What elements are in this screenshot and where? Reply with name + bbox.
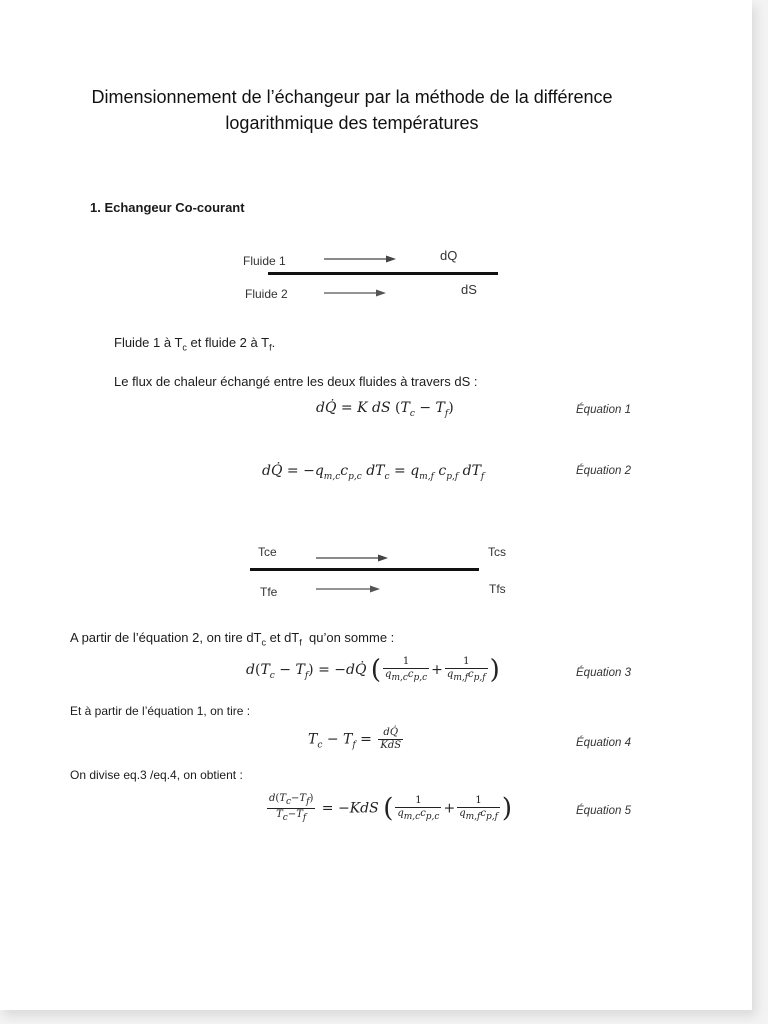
fluid-2-arrow bbox=[322, 287, 388, 299]
tfs-label: Tfs bbox=[489, 582, 506, 596]
equation-1-label: Équation 1 bbox=[576, 404, 631, 416]
equation-1: dQ̇ = K dS $(T_c - T_f)$ bbox=[316, 400, 454, 419]
tcs-label: Tcs bbox=[488, 545, 506, 559]
paragraph-temperatures: Fluide 1 à $T_c$ et fluide 2 à $T_f$. bbox=[114, 335, 276, 353]
equation-5-label: Équation 5 bbox=[576, 805, 631, 817]
fluid-2-label: Fluide 2 bbox=[245, 287, 288, 301]
fluid-1-label: Fluide 1 bbox=[243, 254, 286, 268]
equation-3: $d(T_c - T_f)$ = −dQ̇ ( $\frac{1}{q_{m,c}c_{p,c}}$ + $\frac{1}{q_{m,f}c_{p,f}}$ ) bbox=[246, 655, 500, 685]
equation-2-label: Équation 2 bbox=[576, 465, 631, 477]
equation-3-label: Équation 3 bbox=[576, 667, 631, 679]
paragraph-heat-flux: Le flux de chaleur échangé entre les deux fluides à travers dS : bbox=[114, 374, 478, 389]
hot-fluid-arrow bbox=[314, 552, 390, 564]
separation-wall bbox=[268, 272, 498, 275]
section-heading: 1. Echangeur Co-courant bbox=[90, 200, 245, 215]
equation-5: $\frac{d(T_c-T_f)}{T_c-T_f}$ = −KdS ( $\frac{1}{q_{m,c}c_{p,c}}$ + $\frac{1}{q_{m,f}c_{p,f}}$ ) bbox=[269, 793, 513, 824]
paragraph-divide: On divise eq.3 /eq.4, on obtient : bbox=[70, 768, 243, 782]
tce-label: Tce bbox=[258, 545, 277, 559]
fluid-1-arrow bbox=[322, 253, 398, 265]
title-line-2: logarithmique des températures bbox=[225, 113, 479, 133]
document-title bbox=[0, 84, 704, 136]
title-line-1: Dimensionnement de l’échangeur par la méthode de la différence bbox=[91, 87, 613, 107]
equation-4-label: Équation 4 bbox=[576, 737, 631, 749]
exchanger-wall bbox=[250, 568, 479, 571]
dq-label: dQ bbox=[440, 248, 458, 263]
paragraph-from-eq2: A partir de l’équation 2, on tire $dT_c$ et $dT_f$ qu’on somme : bbox=[70, 630, 395, 648]
tfe-label: Tfe bbox=[260, 585, 278, 599]
equation-2: dQ̇ = $-q_{m,c}c_{p,c}$ $dT_c = q_{m,f}$ $c_{p,f}$ $dT_f$ bbox=[262, 463, 485, 482]
equation-4: $T_c - T_f$ = $\frac{dQ̇}{\text{KdS}}$ bbox=[308, 727, 402, 751]
cold-fluid-arrow bbox=[314, 583, 382, 595]
ds-label: dS bbox=[461, 282, 477, 297]
paragraph-from-eq1: Et à partir de l’équation 1, on tire : bbox=[70, 704, 251, 718]
